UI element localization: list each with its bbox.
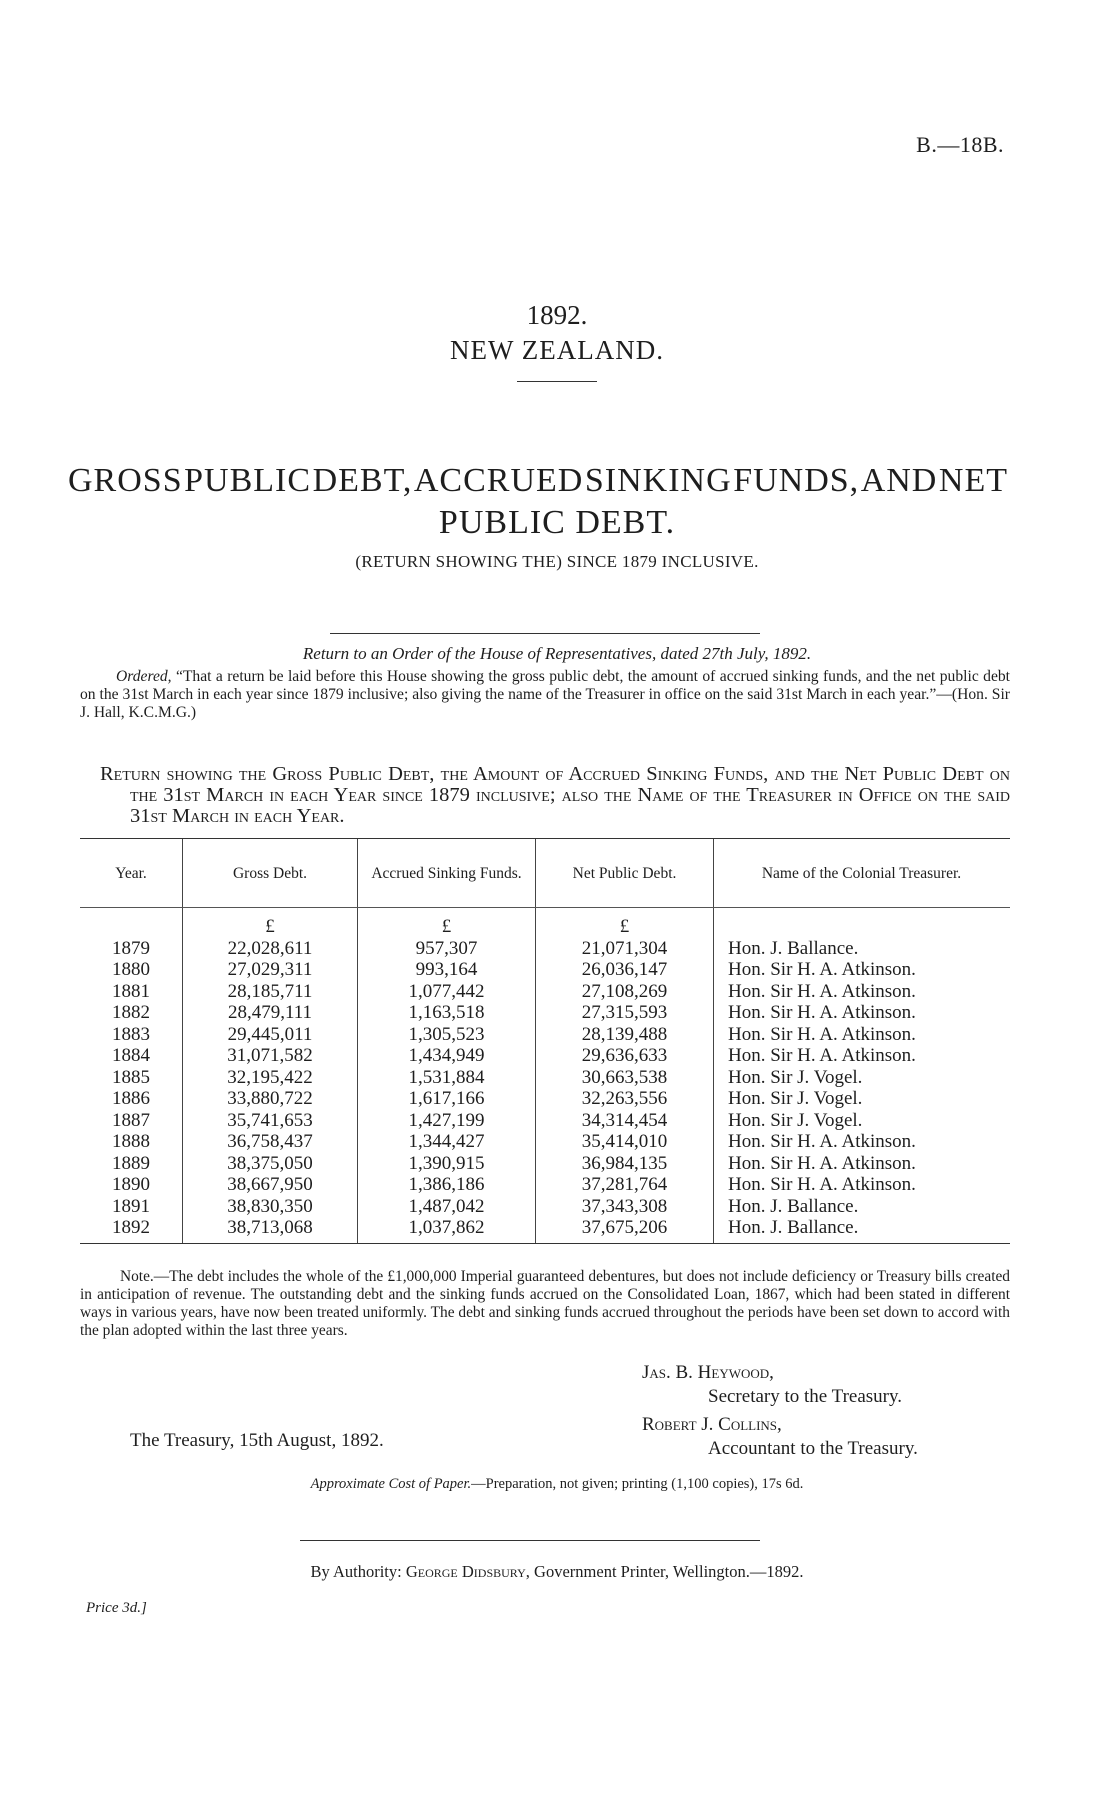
units-cell bbox=[80, 908, 183, 938]
cell-gross-debt: 31,071,582 bbox=[183, 1045, 358, 1067]
signatory-secretary-title: Secretary to the Treasury. bbox=[708, 1386, 902, 1407]
printer-prefix: By Authority: bbox=[310, 1562, 402, 1581]
cell-year: 1885 bbox=[112, 1066, 150, 1088]
signatory-accountant-title: Accountant to the Treasury. bbox=[708, 1438, 918, 1459]
cell-net-public-debt: 34,314,454 bbox=[536, 1110, 714, 1132]
debt-table bbox=[80, 838, 1010, 1244]
cell-accrued-sinking-funds: 1,163,518 bbox=[358, 1002, 536, 1024]
units-row bbox=[80, 908, 1010, 938]
cell-year: 1887 bbox=[112, 1109, 150, 1131]
printer-suffix: Government Printer, Wellington.—1892. bbox=[534, 1562, 804, 1581]
cell-treasurer: Hon. Sir H. A. Atkinson. bbox=[714, 1002, 1011, 1024]
cell-year: 1879 bbox=[112, 937, 150, 959]
cell-treasurer: Hon. Sir H. A. Atkinson. bbox=[714, 1024, 1011, 1046]
subtitle: (RETURN SHOWING THE) SINCE 1879 INCLUSIVE. bbox=[355, 552, 759, 571]
cell-treasurer: Hon. Sir H. A. Atkinson. bbox=[714, 1045, 1011, 1067]
title-word: SINKING bbox=[584, 462, 732, 499]
price: Price 3d.] bbox=[86, 1600, 147, 1616]
cell-treasurer: Hon. J. Ballance. bbox=[714, 1217, 1011, 1243]
note-paragraph: Note.—The debt includes the whole of the £1,000,000 Imperial guaranteed debentures, but does not include deficiency or Treasury bills created in anticipation of revenue. The outstanding debt and the sinking funds accrued on the Consolidated Loan, 1867, which had been stated in different ways in various years, have now been treated uniformly. The debt and sinking funds accrued throughout the periods have been set down to accord with the plan adopted within the last three years. bbox=[80, 1268, 1010, 1339]
cell-treasurer: Hon. Sir J. Vogel. bbox=[714, 1110, 1011, 1132]
cell-gross-debt: 38,713,068 bbox=[183, 1217, 358, 1243]
divider bbox=[300, 1540, 760, 1541]
cell-year: 1884 bbox=[112, 1045, 150, 1066]
place-and-date: The Treasury, 15th August, 1892. bbox=[130, 1430, 384, 1451]
title-word: AND bbox=[860, 462, 938, 499]
cell-accrued-sinking-funds: 1,427,199 bbox=[358, 1110, 536, 1132]
printer-line bbox=[0, 1562, 1114, 1582]
cell-treasurer: Hon. Sir H. A. Atkinson. bbox=[714, 959, 1011, 981]
header-gross-debt: Gross Debt. bbox=[183, 839, 358, 908]
document-country: NEW ZEALAND. bbox=[450, 335, 664, 365]
table-row bbox=[80, 1196, 1010, 1218]
title-word: FUNDS, bbox=[733, 462, 860, 499]
table-row bbox=[80, 1067, 1010, 1089]
ordered-paragraph bbox=[80, 668, 1010, 722]
table-header-row bbox=[80, 839, 1010, 908]
header-year: Year. bbox=[80, 839, 183, 908]
cell-treasurer: Hon. Sir H. A. Atkinson. bbox=[714, 1174, 1011, 1196]
table-row bbox=[80, 1110, 1010, 1132]
header-colonial-treasurer: Name of the Colonial Treasurer. bbox=[714, 839, 1011, 908]
cell-accrued-sinking-funds: 993,164 bbox=[358, 959, 536, 981]
cell-treasurer: Hon. J. Ballance. bbox=[714, 938, 1011, 960]
cell-accrued-sinking-funds: 1,434,949 bbox=[358, 1045, 536, 1067]
cell-gross-debt: 28,479,111 bbox=[183, 1002, 358, 1024]
cell-net-public-debt: 29,636,633 bbox=[536, 1045, 714, 1067]
cell-net-public-debt: 27,108,269 bbox=[536, 981, 714, 1003]
divider bbox=[517, 381, 597, 382]
cell-treasurer: Hon. Sir H. A. Atkinson. bbox=[714, 981, 1011, 1003]
cell-accrued-sinking-funds: 957,307 bbox=[358, 938, 536, 960]
cell-gross-debt: 28,185,711 bbox=[183, 981, 358, 1003]
cell-net-public-debt: 37,343,308 bbox=[536, 1196, 714, 1218]
cell-net-public-debt: 21,071,304 bbox=[536, 938, 714, 960]
cell-net-public-debt: 27,315,593 bbox=[536, 1002, 714, 1024]
header-net-public-debt: Net Public Debt. bbox=[536, 839, 714, 908]
cell-year: 1886 bbox=[112, 1088, 150, 1109]
cell-accrued-sinking-funds: 1,617,166 bbox=[358, 1088, 536, 1110]
table-row bbox=[80, 1002, 1010, 1024]
table-row bbox=[80, 1045, 1010, 1067]
title-word: DEBT, bbox=[312, 462, 413, 499]
printer-name: George Didsbury, bbox=[405, 1562, 530, 1581]
cell-accrued-sinking-funds: 1,077,442 bbox=[358, 981, 536, 1003]
table-row bbox=[80, 981, 1010, 1003]
cell-year: 1880 bbox=[112, 959, 150, 980]
cell-gross-debt: 32,195,422 bbox=[183, 1067, 358, 1089]
cell-accrued-sinking-funds: 1,487,042 bbox=[358, 1196, 536, 1218]
table-row bbox=[80, 1174, 1010, 1196]
cell-year: 1891 bbox=[112, 1195, 150, 1217]
title-line-2: PUBLIC DEBT. bbox=[438, 504, 676, 541]
cell-treasurer: Hon. Sir H. A. Atkinson. bbox=[714, 1153, 1011, 1175]
ordered-label: Ordered, bbox=[116, 668, 172, 685]
table-row bbox=[80, 959, 1010, 981]
cell-accrued-sinking-funds: 1,344,427 bbox=[358, 1131, 536, 1153]
cell-year: 1882 bbox=[112, 1002, 150, 1023]
table-row bbox=[80, 938, 1010, 960]
cell-gross-debt: 38,667,950 bbox=[183, 1174, 358, 1196]
cell-gross-debt: 27,029,311 bbox=[183, 959, 358, 981]
cell-net-public-debt: 37,675,206 bbox=[536, 1217, 714, 1243]
cell-accrued-sinking-funds: 1,531,884 bbox=[358, 1067, 536, 1089]
cell-accrued-sinking-funds: 1,305,523 bbox=[358, 1024, 536, 1046]
cell-accrued-sinking-funds: 1,390,915 bbox=[358, 1153, 536, 1175]
return-intro bbox=[100, 764, 1010, 827]
signatory-secretary-name: Jas. B. Heywood, bbox=[642, 1362, 774, 1383]
header-accrued-sinking-funds: Accrued Sinking Funds. bbox=[358, 839, 536, 908]
cell-net-public-debt: 28,139,488 bbox=[536, 1024, 714, 1046]
cost-of-paper bbox=[0, 1476, 1114, 1493]
cell-net-public-debt: 36,984,135 bbox=[536, 1153, 714, 1175]
title-word: NET bbox=[938, 462, 1008, 499]
table-row bbox=[80, 1217, 1010, 1243]
cell-net-public-debt: 37,281,764 bbox=[536, 1174, 714, 1196]
table-row bbox=[80, 1153, 1010, 1175]
cell-treasurer: Hon. Sir J. Vogel. bbox=[714, 1088, 1011, 1110]
ordered-text: “That a return be laid before this House showing the gross public debt, the amount of accrued sinking funds, and the net public debt on the 31st March in each year since 1879 inclusive; also giving the name of the Treasurer in office on the said 31st March in each year.”—(Hon. Sir J. Hall, K.C.M.G.) bbox=[80, 668, 1010, 721]
return-order-line: Return to an Order of the House of Representatives, dated 27th July, 1892. bbox=[302, 644, 812, 663]
cell-gross-debt: 36,758,437 bbox=[183, 1131, 358, 1153]
cell-year: 1883 bbox=[112, 1023, 150, 1045]
cost-text: —Preparation, not given; printing (1,100 copies), 17s 6d. bbox=[471, 1476, 804, 1492]
document-year: 1892. bbox=[526, 300, 588, 330]
cell-net-public-debt: 32,263,556 bbox=[536, 1088, 714, 1110]
title-line-1 bbox=[68, 462, 1008, 500]
cell-accrued-sinking-funds: 1,386,186 bbox=[358, 1174, 536, 1196]
units-cell: £ bbox=[358, 908, 536, 938]
divider bbox=[330, 633, 760, 634]
cell-net-public-debt: 30,663,538 bbox=[536, 1067, 714, 1089]
cell-gross-debt: 35,741,653 bbox=[183, 1110, 358, 1132]
cell-treasurer: Hon. Sir H. A. Atkinson. bbox=[714, 1131, 1011, 1153]
cell-treasurer: Hon. Sir J. Vogel. bbox=[714, 1067, 1011, 1089]
units-cell bbox=[714, 908, 1011, 938]
cell-treasurer: Hon. J. Ballance. bbox=[714, 1196, 1011, 1218]
title-word: PUBLIC bbox=[184, 462, 312, 499]
cell-year: 1881 bbox=[112, 980, 150, 1002]
units-cell: £ bbox=[536, 908, 714, 938]
table-row bbox=[80, 1024, 1010, 1046]
cell-year: 1888 bbox=[112, 1131, 150, 1152]
cell-gross-debt: 22,028,611 bbox=[183, 938, 358, 960]
document-reference: B.—18B. bbox=[916, 132, 1004, 157]
table-row bbox=[80, 1088, 1010, 1110]
cell-year: 1890 bbox=[112, 1174, 150, 1195]
units-cell: £ bbox=[183, 908, 358, 938]
cell-net-public-debt: 35,414,010 bbox=[536, 1131, 714, 1153]
title-word: ACCRUED bbox=[413, 462, 584, 499]
signatory-accountant-name: Robert J. Collins, bbox=[642, 1414, 782, 1435]
cell-year: 1892 bbox=[80, 1217, 183, 1243]
cell-year: 1889 bbox=[112, 1152, 150, 1174]
table-row bbox=[80, 1131, 1010, 1153]
cost-label: Approximate Cost of Paper. bbox=[310, 1476, 472, 1492]
cell-gross-debt: 29,445,011 bbox=[183, 1024, 358, 1046]
cell-net-public-debt: 26,036,147 bbox=[536, 959, 714, 981]
title-word: GROSS bbox=[68, 462, 183, 499]
cell-gross-debt: 38,375,050 bbox=[183, 1153, 358, 1175]
cell-gross-debt: 38,830,350 bbox=[183, 1196, 358, 1218]
cell-accrued-sinking-funds: 1,037,862 bbox=[358, 1217, 536, 1243]
return-intro-text: Return showing the Gross Public Debt, the Amount of Accrued Sinking Funds, and the Net Public Debt on the 31st March in each Year since 1879 inclusive; also the Name of the Treasurer in Office on the said 31st March in each Year. bbox=[100, 763, 1010, 827]
cell-gross-debt: 33,880,722 bbox=[183, 1088, 358, 1110]
